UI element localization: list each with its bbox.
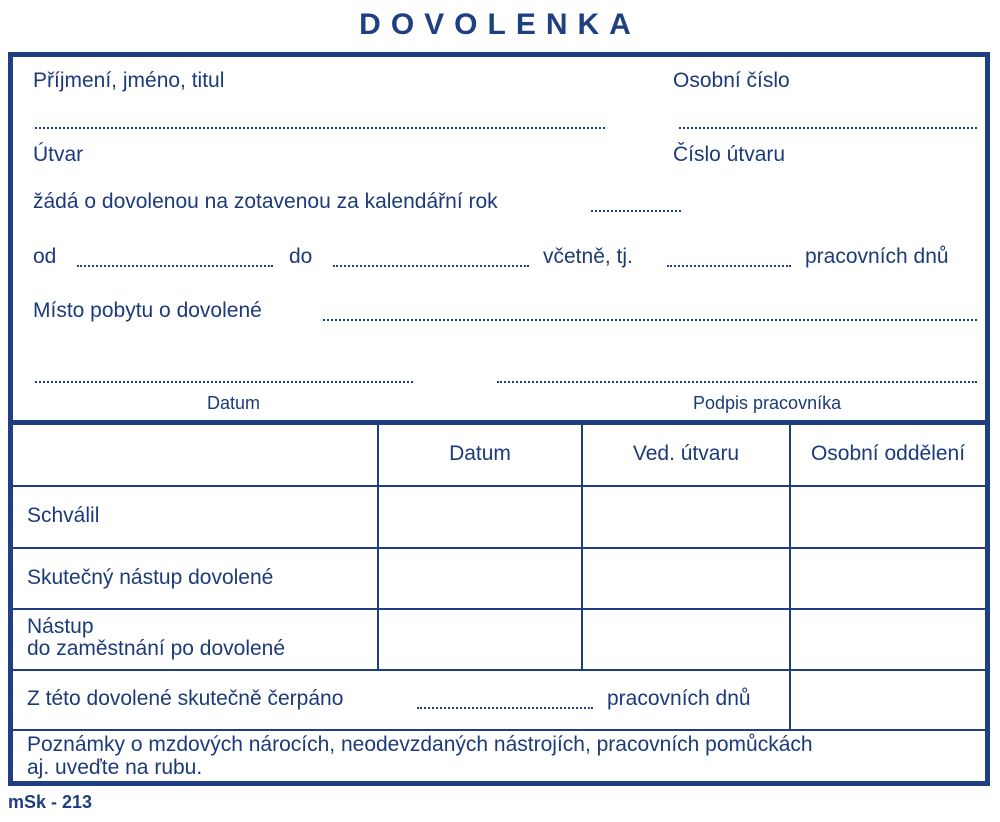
date-caption: Datum [207,393,261,413]
inclusive-label: včetně, tj. [543,245,633,268]
notes [27,733,813,779]
signature-caption: Podpis pracovníka [693,393,842,413]
signature-field[interactable] [497,381,977,383]
row-start-label: Skutečný nástup dovolené [27,566,274,589]
year-field[interactable] [591,210,681,212]
form-code: mSk - 213 [8,792,93,812]
notes-line2: aj. uveďte na rubu. [27,756,203,780]
notes-line1: Poznámky o mzdových nárocích, neodevzdaných nástrojích, pracovních pomůckách [27,733,813,756]
form-title: DOVOLENKA [359,8,641,41]
form-frame [8,52,990,786]
department-label: Útvar [33,143,84,166]
used-unit: pracovních dnů [607,687,751,710]
place-label: Místo pobytu o dovolené [33,299,262,322]
used-days-field[interactable] [417,707,593,709]
row-approved-label: Schválil [27,504,100,527]
name-field[interactable] [35,127,605,129]
personal-number-field[interactable] [679,127,977,129]
place-field[interactable] [323,319,977,321]
workdays-field[interactable] [667,265,791,267]
used-text: Z této dovolené skutečně čerpáno [27,687,344,710]
department-number-label: Číslo útvaru [673,143,786,166]
table-row-line [13,669,985,671]
table-row-line [13,608,985,610]
row-return-line1: Nástup [27,615,94,638]
to-field[interactable] [333,265,529,267]
header-date: Datum [449,442,511,465]
table-row-line [13,485,985,487]
table-col-line [789,425,791,729]
header-personnel: Osobní oddělení [810,442,966,465]
from-label: od [33,245,57,268]
row-return-label [27,616,285,660]
row-return-line2: do zaměstnání po dovolené [27,637,286,661]
date-field[interactable] [35,381,413,383]
table-row-line [13,729,985,731]
to-label: do [289,245,313,268]
from-field[interactable] [77,265,273,267]
section-divider [13,420,985,425]
name-label: Příjmení, jméno, titul [33,69,225,92]
personal-number-label: Osobní číslo [673,69,790,92]
header-manager: Ved. útvaru [632,442,740,465]
request-text: žádá o dovolenou na zotavenou za kalendářní rok [33,190,498,213]
workdays-label: pracovních dnů [805,245,949,268]
table-row-line [13,547,985,549]
